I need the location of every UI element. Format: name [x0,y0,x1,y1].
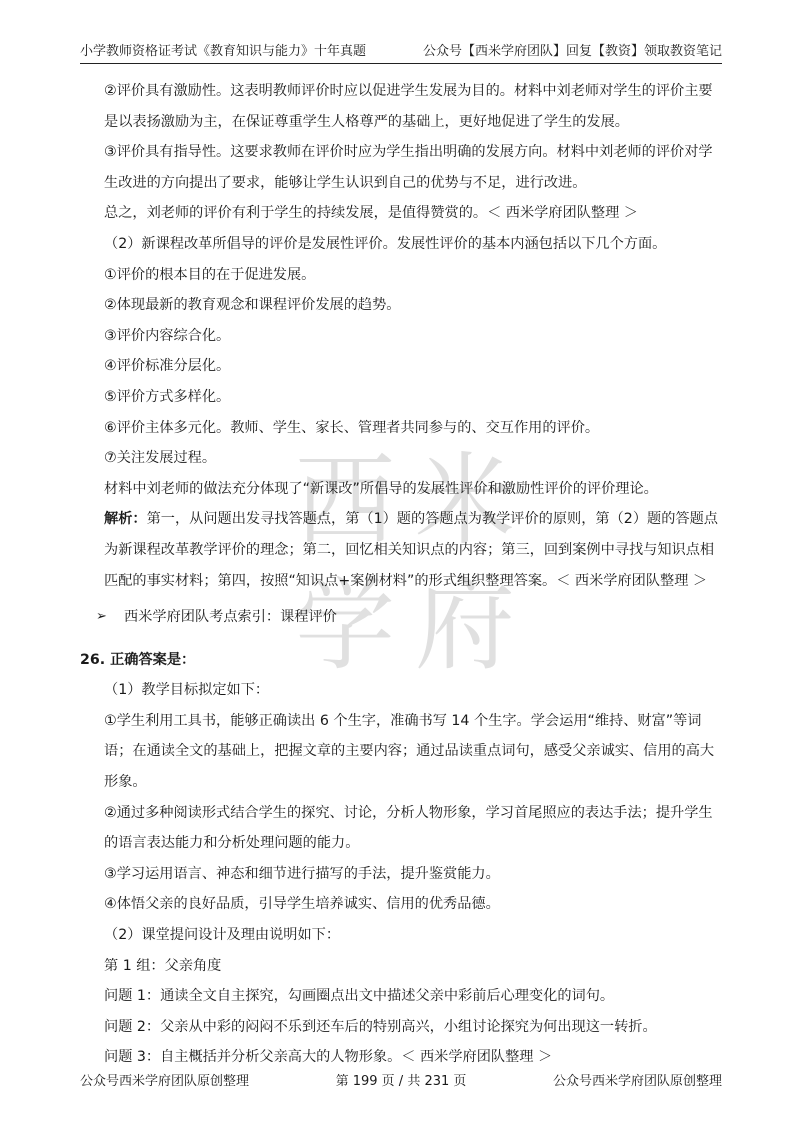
list-item: ⑥评价主体多元化。教师、学生、家长、管理者共同参与的、交互作用的评价。 [104,419,600,436]
page-number: 第 199 页 / 共 231 页 [335,1074,467,1089]
list-item: ①评价的根本目的在于促进发展。 [104,266,316,283]
group-heading: 第 1 组：父亲角度 [104,957,222,974]
header-left-text: 小学教师资格证考试《教育知识与能力》十年真题 [80,44,367,59]
list-item: ⑦关注发展过程。 [104,450,217,467]
analysis-label: 解析： [104,511,147,528]
goal-item: ④体悟父亲的良好品质，引导学生培养诚实、信用的优秀品德。 [104,896,500,913]
bullet-line [80,602,722,633]
page-footer [80,1070,722,1089]
paragraph: 总之，刘老师的评价有利于学生的持续发展，是值得赞赏的。＜ 西米学府团队整理 ＞ [104,205,638,222]
header-right-text: 公众号【西米学府团队】回复【教资】领取教资笔记 [422,44,722,59]
list-item: ②体现最新的教育观念和课程评价发展的趋势。 [104,297,401,314]
watermark-char: 米 [415,442,515,559]
arrow-bullet-icon: ➢ [96,609,107,625]
list-item: ③评价内容综合化。 [104,327,231,344]
footer-right-text: 公众号西米学府团队原创整理 [552,1074,722,1089]
paragraph: 材料中刘老师的做法充分体现了“新课改”所倡导的发展性评价和激励性评价的评价理论。 [104,480,658,497]
watermark-char: 西 [295,442,395,559]
analysis-text: 第一，从问题出发寻找答题点，第（1）题的答题点为教学评价的原则，第（2）题的答题点为新课程改革教学评价的理念；第二，回忆相关知识点的内容；第三，回到案例中寻找与知识点相匹配的事实材料；第四，按照“知识点+案例材料”的形式组织整理答案。＜ 西米学府团队整理 ＞ [104,511,718,589]
watermark-char: 府 [415,567,515,684]
analysis-paragraph [80,504,722,596]
question-item: 问题 3：自主概括并分析父亲高大的人物形象。＜ 西米学府团队整理 ＞ [104,1049,553,1066]
footer-left-text: 公众号西米学府团队原创整理 [80,1074,250,1089]
paragraph: ②评价具有激励性。这表明教师评价时应以促进学生发展为目的。材料中刘老师对学生的评价主要是以表扬激励为主，在保证尊重学生人格尊严的基础上，更好地促进了学生的发展。 [104,83,713,130]
page-header [80,40,722,64]
question-item: 问题 2：父亲从中彩的闷闷不乐到还车后的特别高兴，小组讨论探究为何出现这一转折。 [104,1018,657,1035]
goal-item: ②通过多种阅读形式结合学生的探究、讨论，分析人物形象，学习首尾照应的表达手法；提升学生的语言表达能力和分析处理问题的能力。 [104,804,713,852]
goal-item: ③学习运用语言、神态和细节进行描写的手法，提升鉴赏能力。 [104,865,500,882]
bullet-text: 西米学府团队考点索引：课程评价 [124,609,337,626]
question-heading: 26. 正确答案是： [80,651,196,668]
page-content [80,76,722,1073]
watermark-char: 学 [295,567,395,684]
goal-item: ①学生利用工具书，能够正确读出 6 个生字，准确书写 14 个生字。学会运用“维持、财富”等词语；在通读全文的基础上，把握文章的主要内容；通过品读重点词句，感受父亲诚实、信用的高大形象。 [104,712,715,791]
paragraph: （2）新课程改革所倡导的评价是发展性评价。发展性评价的基本内涵包括以下几个方面。 [104,235,667,252]
question-item: 问题 1：通读全文自主探究，勾画圈点出文中描述父亲中彩前后心理变化的词句。 [104,988,615,1005]
sub-heading: （2）课堂提问设计及理由说明如下： [104,927,341,944]
sub-heading: （1）教学目标拟定如下： [104,682,270,699]
list-item: ④评价标准分层化。 [104,358,231,375]
paragraph: ③评价具有指导性。这要求教师在评价时应为学生指出明确的发展方向。材料中刘老师的评价对学生改进的方向提出了要求，能够让学生认识到自己的优势与不足，进行改进。 [104,144,713,191]
list-item: ⑤评价方式多样化。 [104,388,231,405]
